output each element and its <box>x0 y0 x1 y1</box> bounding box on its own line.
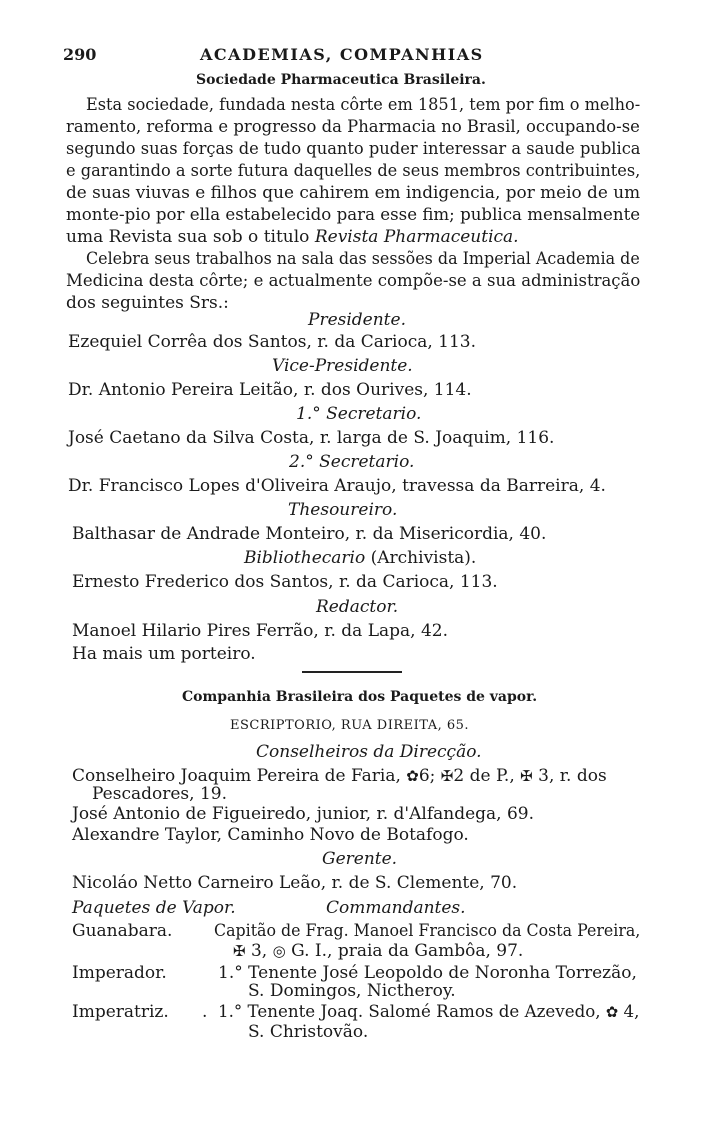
role-heading: Presidente. <box>308 310 406 330</box>
paragraph-line: monte-pio por ella estabelecido para esse fim; publica mensalmente <box>66 205 641 225</box>
officer-entry: Dr. Antonio Pereira Leitão, r. dos Ourives, 114. <box>68 380 472 400</box>
commander-entry: Capitão de Frag. Manoel Francisco da Costa Pereira, <box>214 921 641 941</box>
director-entry: Conselheiro Joaquim Pereira de Faria, ✿6; ✠2 de P., ✠ 3, r. dos <box>72 766 607 786</box>
officer-entry: Manoel Hilario Pires Ferrão, r. da Lapa, 42. <box>72 621 448 641</box>
ship-name: Guanabara. <box>72 921 173 941</box>
director-entry: José Antonio de Figueiredo, junior, r. d'Alfandega, 69. <box>72 804 534 824</box>
commander-entry: 1.° Tenente Joaq. Salomé Ramos de Azevedo, ✿ 4, <box>218 1002 640 1022</box>
officer-entry: Dr. Francisco Lopes d'Oliveira Araujo, travessa da Barreira, 4. <box>68 476 606 496</box>
order-cross-icon: ✠ <box>440 767 454 785</box>
paragraph-line: Celebra seus trabalhos na sala das sessões da Imperial Academia de <box>86 249 640 269</box>
page-number: 290 <box>63 45 97 64</box>
paragraph-line: ramento, reforma e progresso da Pharmacia no Brasil, occupando-se <box>66 117 640 137</box>
officer-entry: Ezequiel Corrêa dos Santos, r. da Carioca, 113. <box>68 332 477 352</box>
paragraph-line: de suas viuvas e filhos que cahirem em indigencia, por meio de um <box>66 183 641 203</box>
paragraph-line: Esta sociedade, fundada nesta côrte em 1851, tem por fim o melho- <box>86 95 641 115</box>
order-rose-icon: ✿ <box>605 1003 619 1021</box>
ship-name: Imperador. <box>72 963 167 983</box>
paragraph-line <box>66 226 519 248</box>
officer-entry: Balthasar de Andrade Monteiro, r. da Misericordia, 40. <box>72 524 547 544</box>
officer-entry: José Caetano da Silva Costa, r. larga de S. Joaquim, 116. <box>68 428 555 448</box>
closing-line: Ha mais um porteiro. <box>72 644 256 664</box>
column-heading-commanders: Commandantes. <box>326 898 466 918</box>
commander-entry-continued: S. Domingos, Nictheroy. <box>248 981 456 1001</box>
role-roman: (Archivista). <box>365 548 477 568</box>
director-entry-continued: Pescadores, 19. <box>92 784 227 804</box>
section-divider <box>302 671 402 673</box>
directors-heading: Conselheiros da Direcção. <box>256 742 482 762</box>
role-heading: Vice-Presidente. <box>272 356 413 376</box>
section-title-pharmaceutica: Sociedade Pharmaceutica Brasileira. <box>196 72 486 88</box>
circle-decoration-icon: ◎ <box>272 942 286 960</box>
role-italic: Bibliothecario <box>244 548 366 568</box>
commander-entry-continued: S. Christovão. <box>248 1022 369 1042</box>
leader-dot: . <box>202 1002 208 1022</box>
manager-entry: Nicoláo Netto Carneiro Leão, r. de S. Clemente, 70. <box>72 873 518 893</box>
role-heading: Redactor. <box>316 597 399 617</box>
officer-entry: Ernesto Frederico dos Santos, r. da Carioca, 113. <box>72 572 498 592</box>
order-rose-icon: ✿ <box>406 767 419 785</box>
paragraph-line: segundo suas forças de tudo quanto puder interessar a saude publica <box>66 139 641 159</box>
order-cross-icon: ✠ <box>520 767 533 785</box>
role-heading <box>244 547 476 569</box>
office-address: ESCRIPTORIO, RUA DIREITA, 65. <box>230 718 470 733</box>
ship-name: Imperatriz. <box>72 1002 169 1022</box>
role-heading: 2.° Secretario. <box>289 452 415 472</box>
paragraph-text: uma Revista sua sob o titulo <box>66 227 315 247</box>
manager-heading: Gerente. <box>322 849 398 869</box>
commander-entry: 1.° Tenente José Leopoldo de Noronha Torrezão, <box>218 963 637 983</box>
commander-entry-continued: ✠ 3, ◎ G. I., praia da Gambôa, 97. <box>233 941 524 961</box>
role-heading: 1.° Secretario. <box>296 404 422 424</box>
column-heading-ships: Paquetes de Vapor. <box>72 898 236 918</box>
director-entry: Alexandre Taylor, Caminho Novo de Botafogo. <box>72 825 469 845</box>
section-title-paquetes: Companhia Brasileira dos Paquetes de vapor. <box>182 689 538 705</box>
paragraph-line: dos seguintes Srs.: <box>66 293 229 313</box>
paragraph-line: Medicina desta côrte; e actualmente compõe-se a sua administração <box>66 271 641 291</box>
running-title: ACADEMIAS, COMPANHIAS <box>200 45 484 64</box>
role-heading: Thesoureiro. <box>288 500 398 520</box>
paragraph-line: e garantindo a sorte futura daquelles de seus membros contribuintes, <box>66 161 641 181</box>
order-cross-icon: ✠ <box>233 942 246 960</box>
journal-title: Revista Pharmaceutica. <box>314 227 519 247</box>
